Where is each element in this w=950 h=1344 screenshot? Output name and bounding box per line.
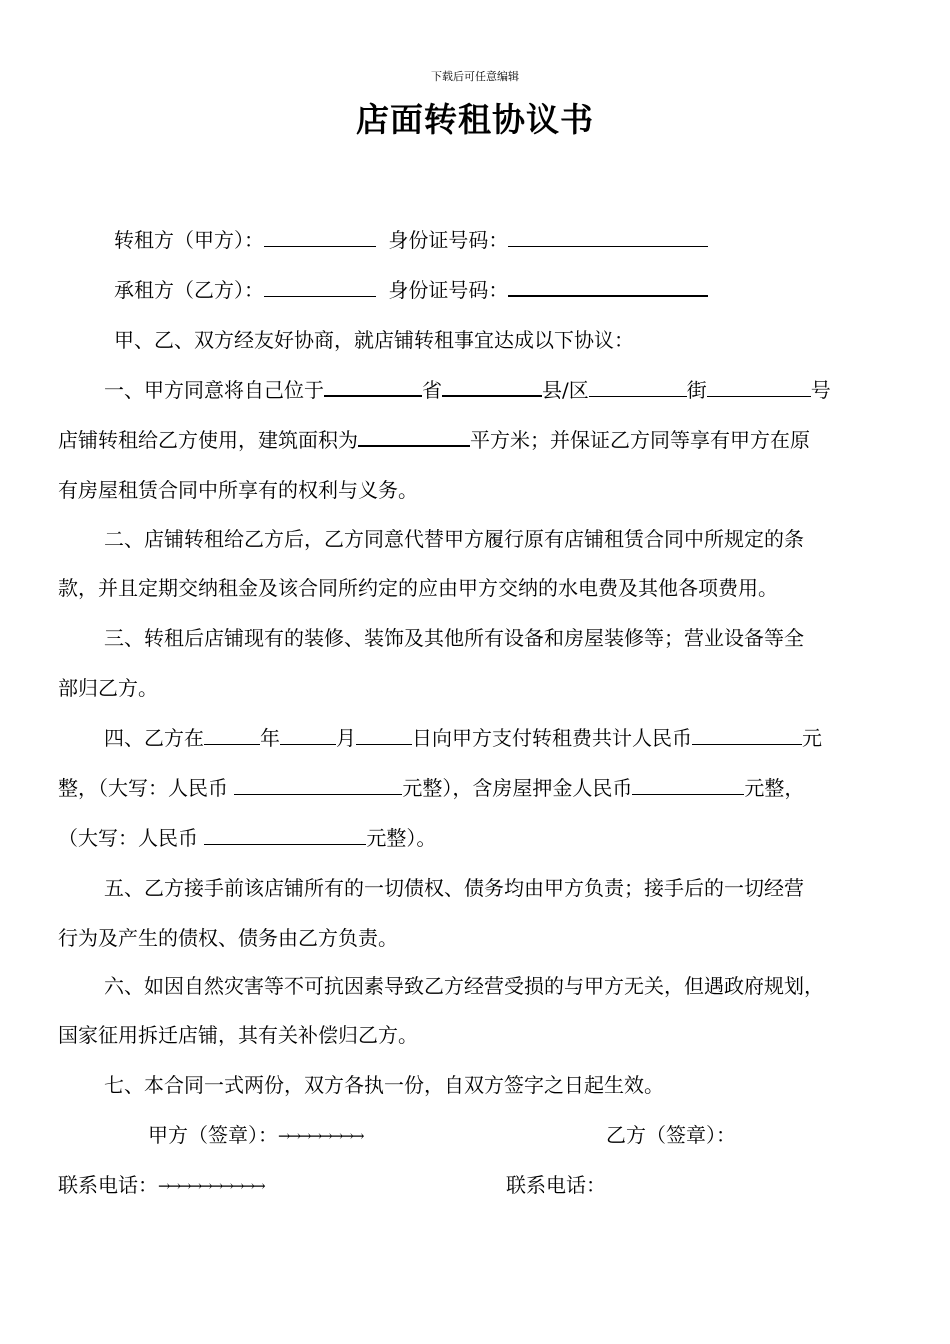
document-title: 店面转租协议书 [356, 100, 594, 139]
clause-4-text-h: 元整， [744, 776, 805, 800]
clause-4-line-2 [58, 775, 804, 801]
clause-4-text-j: 元整）。 [366, 826, 437, 850]
party-b-signature [606, 1122, 736, 1148]
clause-4-text-d: 日向甲方支付转租费共计人民币 [412, 726, 692, 750]
clause-1-text-f: 店铺转租给乙方使用，建筑面积为 [58, 428, 358, 452]
clause-4-text-e: 元 [802, 726, 822, 750]
clause-1-text-a: 一、甲方同意将自己位于 [104, 378, 324, 402]
fee-capital-blank[interactable] [234, 776, 402, 795]
street-blank[interactable] [589, 378, 687, 397]
clause-1-text-e: 号 [810, 378, 831, 402]
day-blank[interactable] [356, 726, 412, 745]
clause-1-text-b: 省 [422, 378, 442, 402]
clause-3-line-1: 三、转租后店铺现有的装修、装饰及其他所有设备和房屋装修等；营业设备等全 [104, 626, 804, 650]
clause-5-line-2: 行为及产生的债权、债务由乙方负责。 [58, 926, 398, 950]
clause-4-text-a: 四、乙方在 [104, 726, 204, 750]
party-b-phone-label: 联系电话： [506, 1173, 606, 1197]
party-b-id-blank[interactable] [508, 277, 708, 297]
party-b-name-blank[interactable] [264, 278, 376, 297]
party-b-line [114, 277, 708, 303]
clause-4-text-b: 年 [260, 726, 280, 750]
clause-5-line-1: 五、乙方接手前该店铺所有的一切债权、债务均由甲方负责；接手后的一切经营 [104, 876, 804, 900]
clause-3-line-2: 部归乙方。 [58, 676, 158, 700]
party-a-line [114, 227, 708, 253]
party-a-phone [58, 1172, 264, 1199]
clause-1-line-2 [58, 427, 810, 453]
clause-4-text-f: 整，（大写：人民币 [58, 776, 235, 800]
party-a-signature [148, 1122, 363, 1149]
party-b-id-label: 身份证号码： [388, 278, 509, 302]
deposit-blank[interactable] [632, 776, 744, 795]
intro-line: 甲、乙、双方经友好协商，就店铺转租事宜达成以下协议： [114, 328, 634, 352]
clause-2-line-2: 款，并且定期交纳租金及该合同所约定的应由甲方交纳的水电费及其他各项费用。 [58, 576, 778, 600]
party-a-sign-label: 甲方（签章）： [148, 1123, 278, 1147]
clause-1-text-c: 县/区 [542, 378, 589, 402]
month-blank[interactable] [280, 726, 336, 745]
clause-1-line-3: 有房屋租赁合同中所享有的权利与义务。 [58, 478, 418, 502]
number-blank[interactable] [707, 378, 811, 397]
clause-1-text-d: 街 [686, 378, 707, 402]
clause-4-line-3 [58, 825, 436, 851]
clause-4-text-g: 元整），含房屋押金人民币 [402, 776, 633, 800]
party-a-label: 转租方（甲方）： [114, 228, 264, 252]
clause-6-line-2: 国家征用拆迁店铺，其有关补偿归乙方。 [58, 1023, 418, 1047]
party-b-sign-label: 乙方（签章）： [606, 1123, 736, 1147]
area-blank[interactable] [358, 427, 470, 447]
party-a-phone-blank[interactable]: →→→→→→→→→→ [158, 1177, 264, 1195]
province-blank[interactable] [324, 377, 422, 397]
clause-7-line: 七、本合同一式两份，双方各执一份，自双方签字之日起生效。 [104, 1073, 664, 1097]
party-a-phone-label: 联系电话： [58, 1173, 158, 1197]
party-b-phone [506, 1172, 606, 1198]
party-a-id-blank[interactable] [508, 228, 708, 247]
deposit-capital-blank[interactable] [204, 826, 366, 845]
party-a-sign-blank[interactable]: →→→→→→→→ [278, 1127, 363, 1145]
clause-2-line-1: 二、店铺转租给乙方后，乙方同意代替甲方履行原有店铺租赁合同中所规定的条 [104, 527, 804, 551]
party-a-id-label: 身份证号码： [388, 228, 509, 252]
party-a-name-blank[interactable] [264, 228, 376, 247]
clause-1-text-g: 平方米；并保证乙方同等享有甲方在原 [470, 428, 810, 452]
clause-1-line-1 [104, 377, 831, 403]
county-blank[interactable] [442, 377, 542, 397]
clause-4-text-i: （大写：人民币 [58, 826, 205, 850]
clause-4-line-1 [104, 725, 822, 751]
party-b-label: 承租方（乙方）： [114, 278, 264, 302]
header-note: 下载后可任意编辑 [431, 70, 519, 83]
year-blank[interactable] [204, 726, 260, 745]
clause-6-line-1: 六、如因自然灾害等不可抗因素导致乙方经营受损的与甲方无关，但遇政府规划， [104, 974, 824, 998]
fee-blank[interactable] [692, 726, 802, 745]
clause-4-text-c: 月 [336, 726, 356, 750]
